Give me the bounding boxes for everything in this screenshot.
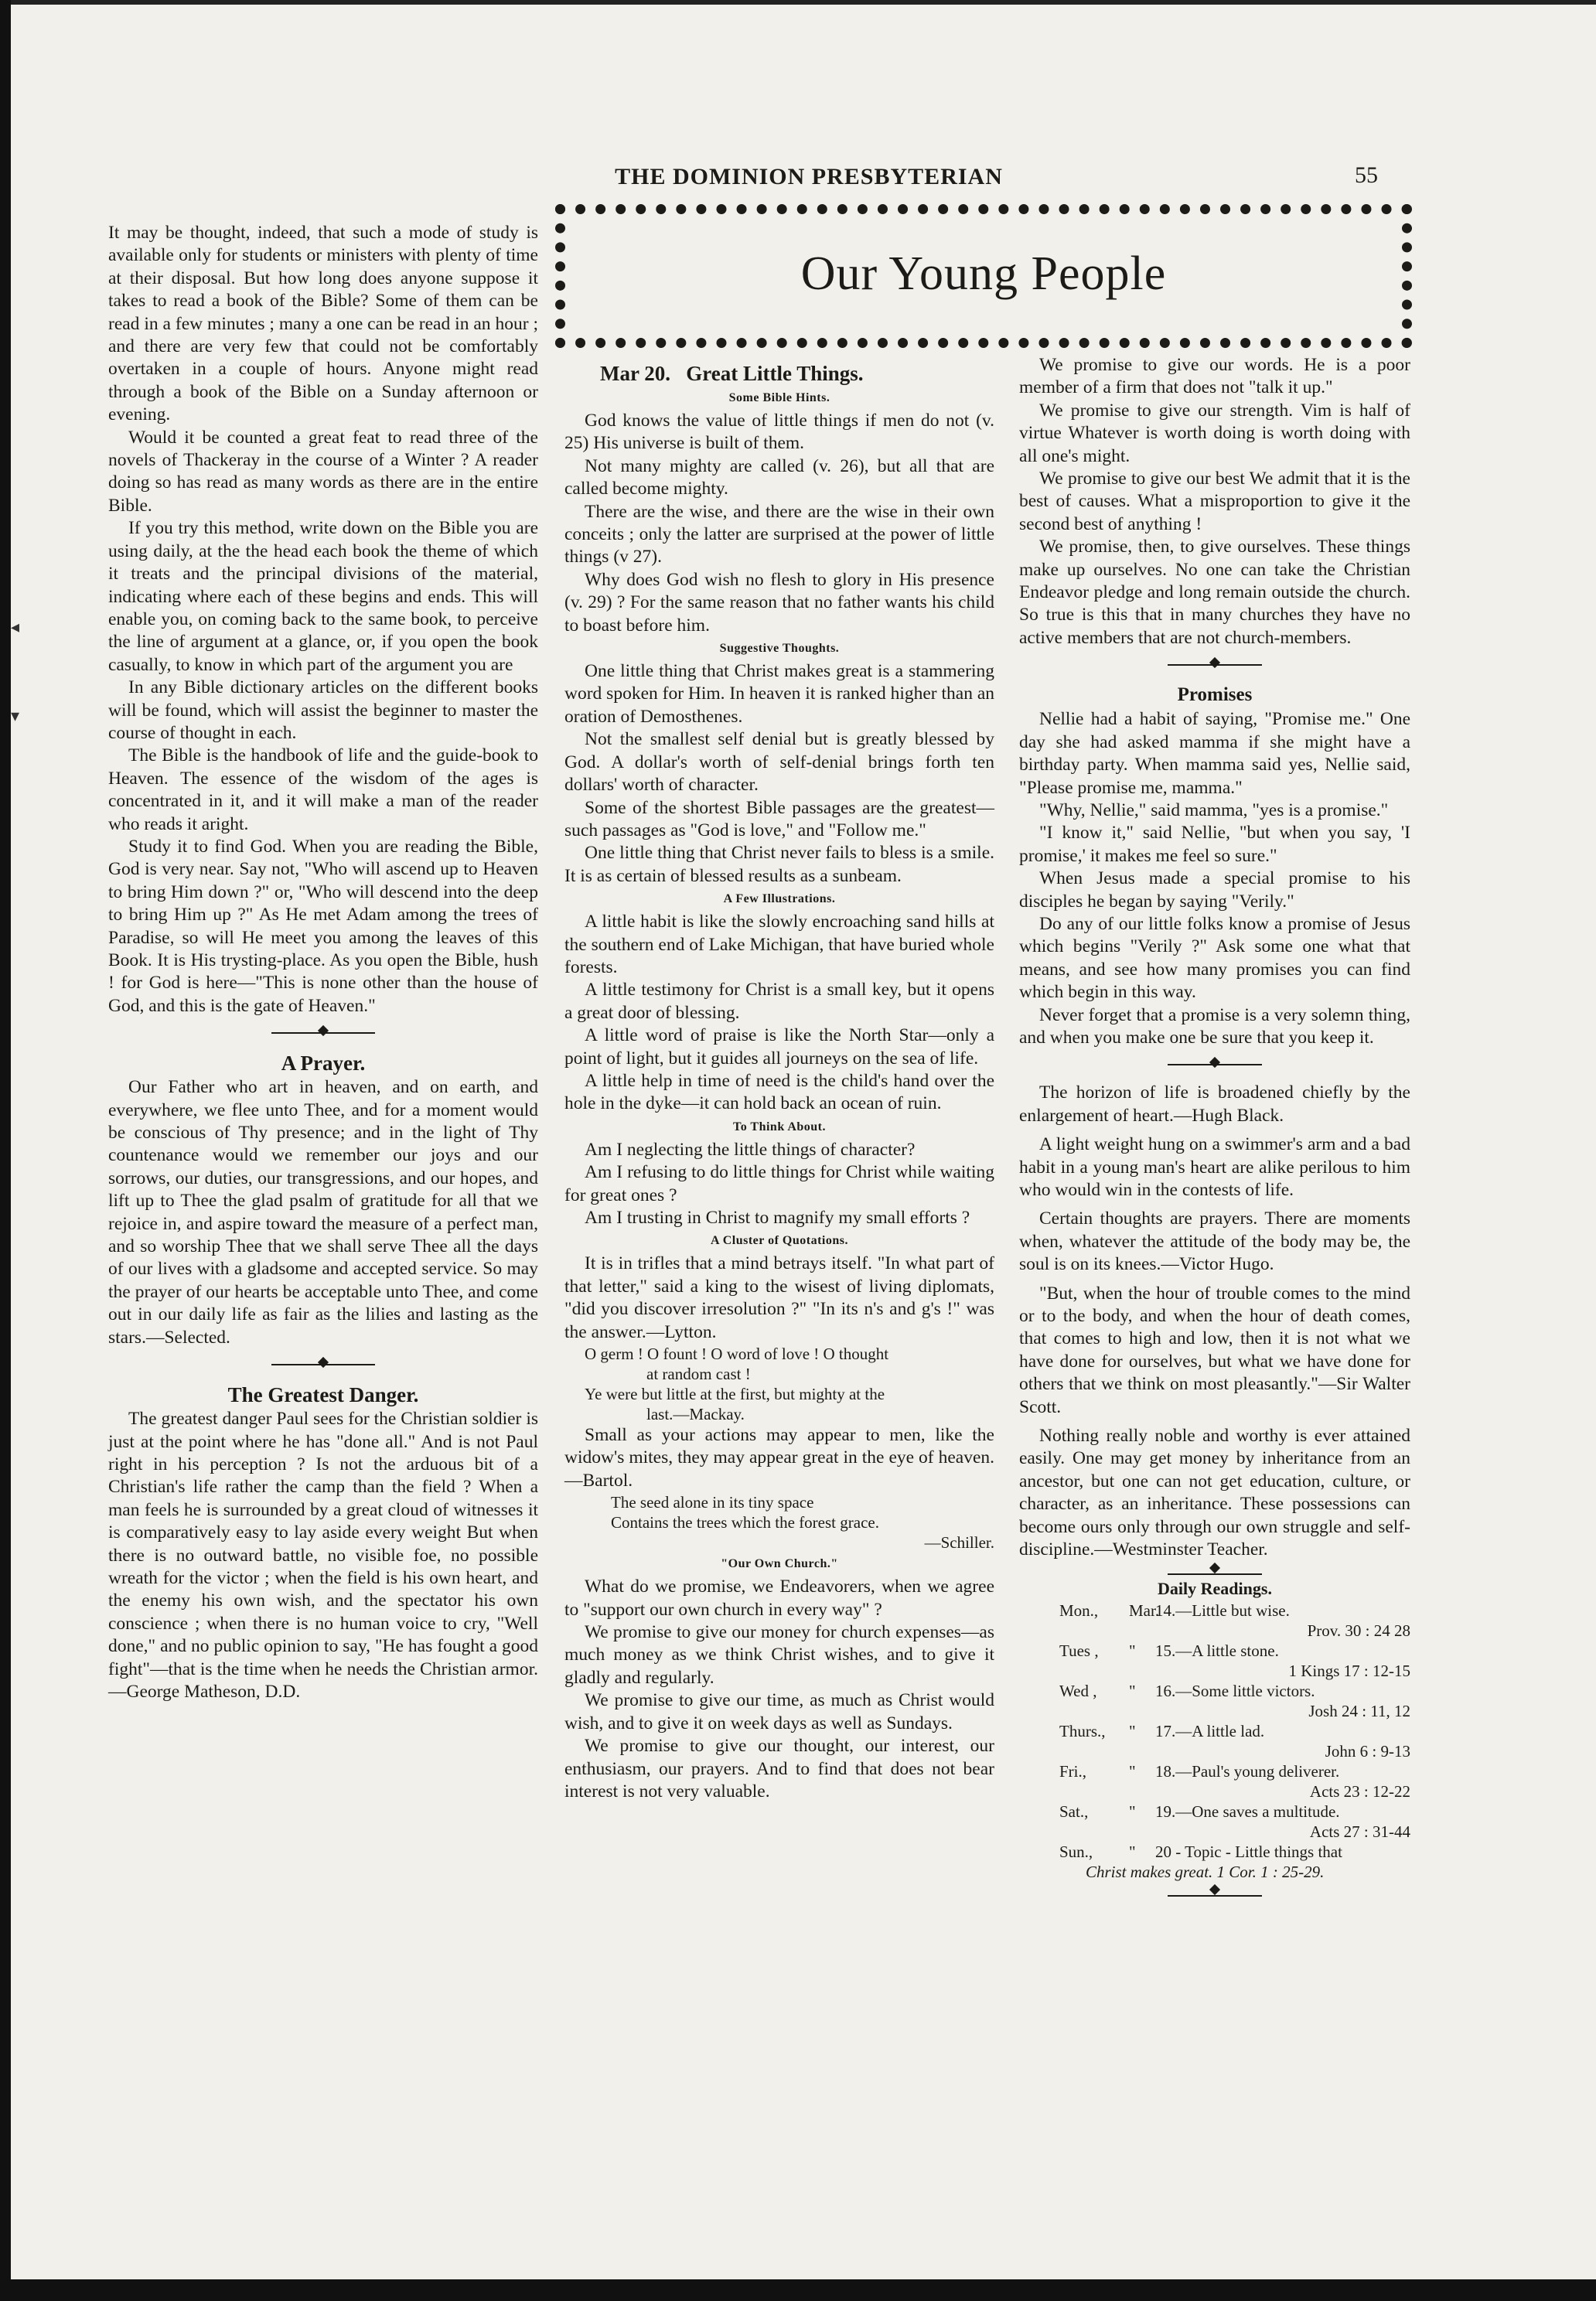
- running-head: THE DOMINION PRESBYTERIAN: [615, 164, 1003, 189]
- reading-row: [1019, 1761, 1410, 1782]
- subheading: "Our Own Church.": [721, 1557, 838, 1571]
- reading-text: Christ makes great. 1 Cor. 1 : 25-29.: [1086, 1862, 1325, 1881]
- reading-day: Mon.,: [1059, 1600, 1099, 1620]
- reading-text: 15.—A little stone.: [1155, 1641, 1279, 1660]
- paragraph: "I know it," said Nellie, "but when you say, 'I promise,' it makes me feel so sure.": [1019, 823, 1410, 866]
- section-divider: [108, 1354, 538, 1375]
- paragraph: If you try this method, write down on the Bible you are using daily, at the the head each book the theme of which it treats and the principal divisions of the material, indicating where each of these begins and ends. This will enable you, on coming back to the same book, to perceive the line of argument at a glance, or, if you open the book casually, to know in which part of the argument you are: [108, 518, 538, 675]
- column-right: [1019, 354, 1410, 1897]
- lesson-date: Mar 20.: [600, 362, 670, 385]
- column-middle: [564, 360, 994, 1803]
- section-title: Our Young People: [800, 247, 1167, 300]
- paragraph: Am I neglecting the little things of character?: [585, 1139, 916, 1160]
- paragraph: The greatest danger Paul sees for the Christian soldier is just at the point where he has "done all." And is not Paul right in his perception ? Is not the arduous bit of a Christian's life rather the camp than the field ? When a man feels he is surrounded by a great cloud of witnesses it is comparatively easy to lay aside every weight But when there is no outward battle, no visible foe, no possible wreath for the victor ; when the field is his own heart, and the enemy his own wish, and the spectator his own conscience ; when there is no human voice to cry, "Well done," and no public opinion to say, "He has fought a good fight"—that is the time when he needs the Christian armor.—George Matheson, D.D.: [108, 1409, 538, 1702]
- reading-month: Mar.: [1129, 1600, 1160, 1620]
- paragraph: Never forget that a promise is a very solemn thing, and when you make one be sure that you keep it.: [1019, 1004, 1410, 1048]
- reading-row: [1019, 1600, 1410, 1621]
- lesson-title: Great Little Things.: [686, 362, 864, 385]
- verse-line: The seed alone in its tiny space: [611, 1493, 814, 1512]
- section-divider: [1019, 1563, 1410, 1576]
- scan-edge-bottom: [0, 2279, 1596, 2301]
- paragraph: Certain thoughts are prayers. There are moments when, whatever the attitude of the body may be, the soul is on its knees.—Victor Hugo.: [1019, 1208, 1410, 1275]
- paragraph: "But, when the hour of trouble comes to the mind or to the body, and when the hour of death comes, that comes to high and low, then it is not what we have done for ourselves, but what we have done for others that we think on most pleasantly."—Sir Walter Scott.: [1019, 1283, 1410, 1417]
- verse-line: last.—Mackay.: [646, 1405, 745, 1424]
- diamond-ornament-icon: [318, 1025, 329, 1036]
- subheading: A Cluster of Quotations.: [711, 1234, 848, 1248]
- binding-mark-icon: ◂: [11, 617, 20, 636]
- readings-list: [1019, 1600, 1410, 1842]
- reading-row: [1019, 1721, 1410, 1742]
- reading-row: [1019, 1681, 1410, 1702]
- paragraph: We promise to give our strength. Vim is half of virtue Whatever is worth doing is worth doing with all one's might.: [1019, 400, 1410, 466]
- reading-reference: Prov. 30 : 24 28: [1307, 1621, 1410, 1640]
- scan-edge-left: [0, 0, 11, 2301]
- page-number: 55: [1355, 162, 1378, 188]
- paragraph: Study it to find God. When you are reading the Bible, God is very near. Say not, "Who will ascend up to Heaven to bring Him down ?" or, "Who will descend into the deep to bring Him up ?" As He met Adam among the trees of Paradise, so will He meet you among the leaves of this Book. It is His trysting-place. As you open the Bible, hush ! for God is here—"This is none other than the house of God, and this is the gate of Heaven.": [108, 836, 538, 1016]
- reading-reference: Josh 24 : 11, 12: [1308, 1701, 1410, 1720]
- reading-row: [1019, 1641, 1410, 1662]
- section-divider: [1019, 1885, 1410, 1897]
- subheading: A Few Illustrations.: [723, 892, 836, 906]
- paragraph: One little thing that Christ never fails to bless is a smile. It is as certain of blessed results as a sunbeam.: [564, 843, 994, 886]
- verse-line: O germ ! O fount ! O word of love ! O thought: [585, 1345, 889, 1364]
- article-heading: The Greatest Danger.: [227, 1383, 419, 1407]
- reading-month: ": [1129, 1721, 1136, 1740]
- paragraph: Would it be counted a great feat to read three of the novels of Thackeray in the course of a Winter ? A reader doing so has read as many words as there are in the entire Bible.: [108, 427, 538, 516]
- diamond-ornament-icon: [318, 1357, 329, 1368]
- article-heading: Promises: [1177, 684, 1253, 706]
- paragraph: A little word of praise is like the North Star—only a point of light, but it guides all journeys on the sea of life.: [564, 1025, 994, 1069]
- paragraph: A light weight hung on a swimmer's arm and a bad habit in a young man's heart are alike perilous to him who would win in the contests of life.: [1019, 1134, 1410, 1200]
- reading-month: ": [1129, 1681, 1136, 1700]
- section-divider: [108, 1022, 538, 1044]
- binding-mark-icon: ▾: [11, 706, 20, 725]
- paragraph: A little habit is like the slowly encroaching sand hills at the southern end of Lake Michigan, that have buried whole forests.: [564, 912, 994, 977]
- reading-row: [1019, 1842, 1410, 1863]
- reading-day: Tues ,: [1059, 1641, 1099, 1660]
- reading-reference: 1 Kings 17 : 12-15: [1288, 1661, 1410, 1680]
- paragraph: Do any of our little folks know a promise of Jesus which begins "Verily ?" Ask some one what that means, and see how many promises you can find which begin in this way.: [1019, 913, 1410, 1003]
- paragraph: Some of the shortest Bible passages are the greatest—such passages as "God is love," and "Follow me.": [564, 797, 994, 840]
- attribution: —Schiller.: [924, 1533, 994, 1553]
- reading-month: ": [1129, 1842, 1136, 1861]
- paragraph: We promise to give our words. He is a poor member of a firm that does not "talk it up.": [1019, 355, 1410, 398]
- paragraph: Am I refusing to do little things for Christ while waiting for great ones ?: [564, 1162, 994, 1205]
- paragraph: We promise to give our thought, our interest, our enthusiasm, our prayers. And to find that does not bear interest is not very valuable.: [564, 1736, 994, 1802]
- paragraph: A little help in time of need is the child's hand over the hole in the dyke—it can hold back an ocean of ruin.: [564, 1070, 994, 1114]
- subheading: To Think About.: [732, 1120, 827, 1133]
- diamond-ornament-icon: [1209, 1883, 1220, 1894]
- reading-text: 19.—One saves a multitude.: [1155, 1802, 1340, 1821]
- paragraph: We promise, then, to give ourselves. These things make up ourselves. No one can take the Christian Endeavor pledge and long remain outside the church. So true is this that in many churches they have no active members that are not church-members.: [1019, 537, 1410, 648]
- reading-text: 17.—A little lad.: [1155, 1721, 1265, 1740]
- paragraph: Not the smallest self denial but is greatly blessed by God. A dollar's worth of self-denial brings forth ten dollars' worth of character.: [564, 729, 994, 796]
- reading-day: Thurs.,: [1059, 1721, 1106, 1740]
- reading-text: 18.—Paul's young deliverer.: [1155, 1761, 1340, 1781]
- paragraph: Not many mighty are called (v. 26), but all that are called become mighty.: [564, 455, 994, 499]
- readings-heading: Daily Readings.: [1158, 1578, 1272, 1598]
- reading-text: 16.—Some little victors.: [1155, 1681, 1315, 1700]
- verse-line: Contains the trees which the forest grace.: [611, 1513, 879, 1532]
- reading-day: Fri.,: [1059, 1761, 1087, 1781]
- lesson-heading: [564, 360, 994, 387]
- paragraph: Our Father who art in heaven, and on earth, and everywhere, we flee unto Thee, and for a moment would be conscious of Thy presence; and in the light of Thy countenance would we remember our joys and our sorrows, our duties, our transgressions, and our hopes, and lift up to Thee the glad psalm of gratitude for all that we rejoice in, and aspire toward the measure of a perfect man, and so worship Thee that we shall serve Thee all the days of our lives with a gladsome and accepted service. So may the prayer of our hearts be acceptable unto Thee, and come out in our daily life as fair as the lilies and lasting as the stars.—Selected.: [108, 1077, 538, 1348]
- paragraph: A little testimony for Christ is a small key, but it opens a great door of blessing.: [564, 980, 994, 1023]
- paragraph: We promise to give our money for church expenses—as much money as we think Christ wishes, and to give it gladly and regularly.: [564, 1622, 994, 1688]
- paragraph: The horizon of life is broadened chiefly by the enlargement of heart.—Hugh Black.: [1019, 1082, 1410, 1126]
- paragraph: We promise to give our best We admit that it is the best of causes. What a misproportion to give it the second best of anything !: [1019, 469, 1410, 534]
- paragraph: The Bible is the handbook of life and the guide-book to Heaven. The essence of the wisdom of the ages is concentrated in it, and it will make a man of the reader who reads it aright.: [108, 745, 538, 834]
- paragraph: Why does God wish no flesh to glory in His presence (v. 29) ? For the same reason that no father wants his child to boast before him.: [564, 569, 994, 636]
- paragraph: When Jesus made a special promise to his disciples he began by saying "Verily.": [1019, 868, 1410, 912]
- section-banner: [555, 204, 1412, 348]
- article-heading: A Prayer.: [281, 1052, 366, 1076]
- paragraph: Nellie had a habit of saying, "Promise me." One day she had asked mamma if she might have a birthday party. When mamma said yes, Nellie said, "Please promise me, mamma.": [1019, 709, 1410, 798]
- paragraph: What do we promise, we Endeavorers, when we agree to "support our own church in every way" ?: [564, 1577, 994, 1620]
- reading-day: Sat.,: [1059, 1802, 1089, 1821]
- paragraph: Nothing really noble and worthy is ever attained easily. One may get money by inheritance from an ancestor, but one can not get education, culture, or character, as an inheritance. These possessions can become ours only through our own struggle and self-discipline.—Westminster Teacher.: [1019, 1426, 1410, 1560]
- reading-month: ": [1129, 1761, 1136, 1781]
- paragraph: It is in trifles that a mind betrays itself. "In what part of that letter," said a king to the wisest of living diplomats, "did you discover irresolution ?" "In its n's and g's !" was the answer.—Lytton.: [564, 1253, 994, 1342]
- diamond-ornament-icon: [1209, 1057, 1220, 1068]
- subheading: Suggestive Thoughts.: [719, 642, 840, 656]
- paragraph: There are the wise, and there are the wise in their own conceits ; only the latter are surprised at the power of little things (v 27).: [564, 501, 994, 568]
- paragraph: We promise to give our time, as much as Christ would wish, and to give it on week days as well as Sundays.: [564, 1690, 994, 1733]
- paragraph: It may be thought, indeed, that such a mode of study is available only for students or ministers with plenty of time at their disposal. But how long does anyone suppose it takes to read a book of the Bible? Some of them can be read in a few minutes ; many a one can be read in an hour ; and there are very few that could not be comfortably overtaken in a couple of hours. Anyone might read through a book of the Bible on a Sunday afternoon or evening.: [108, 223, 538, 425]
- reading-day: Wed ,: [1059, 1681, 1097, 1700]
- verse-line: Ye were but little at the first, but mighty at the: [585, 1385, 885, 1404]
- verse-line: at random cast !: [646, 1365, 751, 1384]
- paragraph: In any Bible dictionary articles on the different books will be found, which will assist the beginner to master the course of thought in each.: [108, 677, 538, 743]
- diamond-ornament-icon: [1209, 657, 1220, 668]
- reading-month: ": [1129, 1802, 1136, 1821]
- reading-reference: Acts 27 : 31-44: [1309, 1822, 1410, 1841]
- reading-text: 14.—Little but wise.: [1155, 1600, 1290, 1620]
- paragraph: Am I trusting in Christ to magnify my small efforts ?: [585, 1208, 970, 1228]
- paragraph: "Why, Nellie," said mamma, "yes is a promise.": [1039, 799, 1389, 820]
- reading-day: Sun.,: [1059, 1842, 1093, 1861]
- reading-reference: Acts 23 : 12-22: [1309, 1781, 1410, 1801]
- reading-text: 20 - Topic - Little things that: [1155, 1842, 1342, 1861]
- scan-edge-top: [0, 0, 1596, 5]
- section-divider: [1019, 1054, 1410, 1076]
- reading-row: [1019, 1802, 1410, 1822]
- section-divider: [1019, 654, 1410, 676]
- paragraph: One little thing that Christ makes great is a stammering word spoken for Him. In heaven it is ranked higher than an oration of Demosthenes.: [564, 661, 995, 727]
- paragraph: God knows the value of little things if men do not (v. 25) His universe is built of them.: [564, 411, 994, 454]
- diamond-ornament-icon: [1209, 1562, 1220, 1573]
- reading-month: ": [1129, 1641, 1136, 1660]
- reading-reference: John 6 : 9-13: [1325, 1741, 1410, 1761]
- paragraph: Small as your actions may appear to men, like the widow's mites, they may appear great in the eye of heaven.—Bartol.: [564, 1425, 994, 1491]
- column-left: [108, 222, 538, 1703]
- subheading: Some Bible Hints.: [728, 391, 830, 404]
